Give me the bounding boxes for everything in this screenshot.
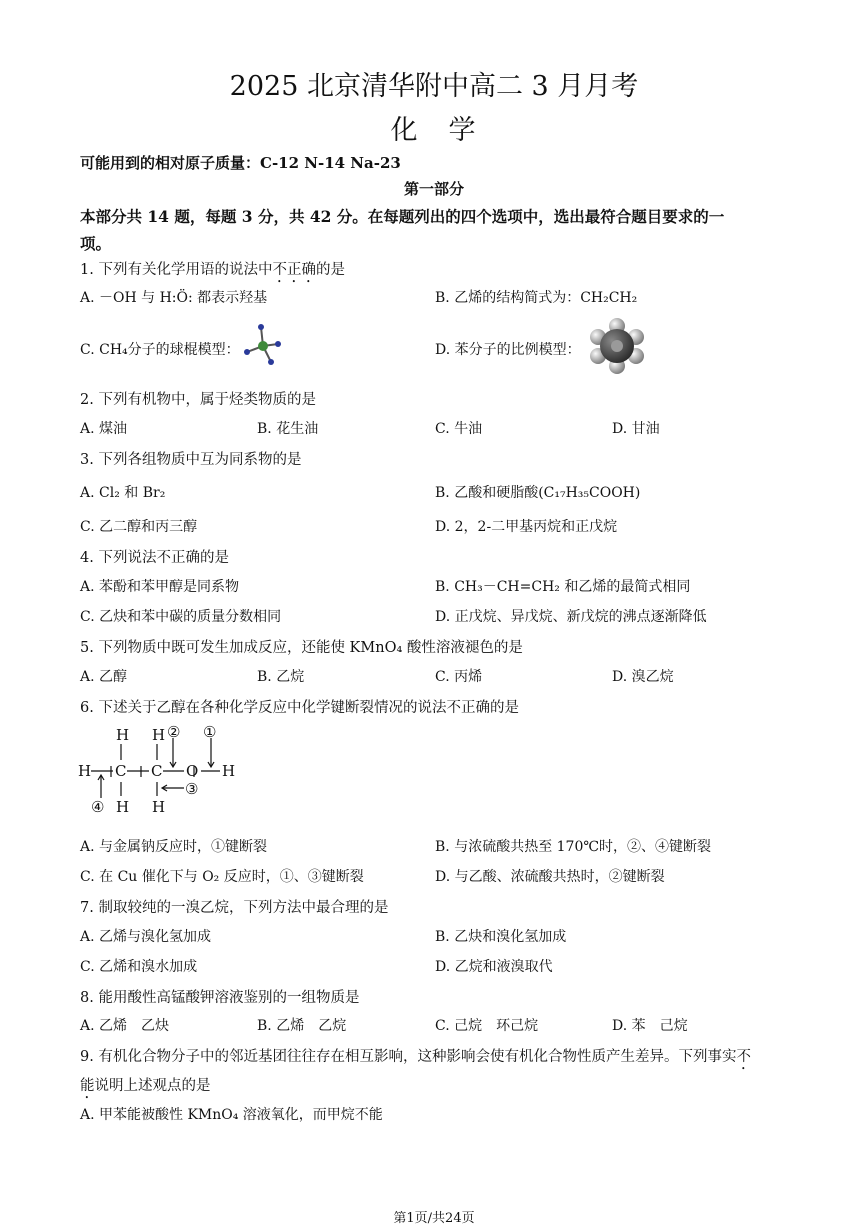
question-4-stem: 4. 下列说法不正确的是 [80, 550, 229, 566]
question-7-stem: 7. 制取较纯的一溴乙烷，下列方法中最合理的是 [80, 900, 389, 916]
question-6-option-d: D. 与乙酸、浓硫酸共热时，②键断裂 [435, 869, 665, 885]
question-7-option-a: A. 乙烯与溴化氢加成 [80, 929, 212, 945]
question-3-option-a: A. Cl₂ 和 Br₂ [80, 485, 166, 501]
section-title: 第一部分 [403, 180, 464, 198]
question-5-option-c: C. 丙烯 [435, 669, 483, 685]
atom-h: H [152, 798, 166, 816]
section-instructions-1: 本部分共 14 题，每题 3 分，共 42 分。在每题列出的四个选项中，选出最符合题目要求的一 [80, 207, 725, 226]
question-9-stem-line1: 9. 有机化合物分子中的邻近基团往往存在相互影响，这种影响会使有机化合物性质产生差异。下列事实不 [80, 1049, 751, 1065]
question-8-option-a: A. 乙烯 乙炔 [80, 1018, 170, 1034]
question-1-stem: 1. 下列有关化学用语的说法中不正确的是 [80, 262, 345, 278]
atomic-mass-note: 可能用到的相对原子质量：C-12 N-14 Na-23 [80, 154, 401, 172]
question-3-option-b: B. 乙酸和硬脂酸(C₁₇H₃₅COOH) [435, 485, 641, 501]
page-number: 第1页/共24页 [393, 1211, 475, 1226]
exam-title: 2025 北京清华附中高二 3 月月考 [229, 71, 639, 102]
atom-o: O [186, 762, 199, 780]
atom-h: H [78, 762, 92, 780]
question-9-option-a: A. 甲苯能被酸性 KMnO₄ 溶液氧化，而甲烷不能 [80, 1107, 383, 1123]
atom-c: C [151, 762, 163, 780]
section-instructions-2: 项。 [80, 234, 112, 253]
emphasis-text: 不正确 [272, 262, 316, 278]
emphasis-text: 能 [80, 1078, 95, 1094]
question-4-option-b: B. CH₃－CH=CH₂ 和乙烯的最简式相同 [435, 579, 691, 595]
question-9-stem-line2: 能说明上述观点的是 [80, 1078, 211, 1094]
question-8-stem: 8. 能用酸性高锰酸钾溶液鉴别的一组物质是 [80, 990, 360, 1006]
question-1-option-d: D. 苯分子的比例模型： [435, 342, 581, 358]
question-8-option-c: C. 己烷 环己烷 [435, 1018, 539, 1034]
question-4-option-c: C. 乙炔和苯中碳的质量分数相同 [80, 609, 282, 625]
bond-lines [75, 722, 255, 822]
question-2-option-b: B. 花生油 [257, 421, 319, 437]
atom-h: H [116, 726, 130, 744]
question-8-option-d: D. 苯 己烷 [612, 1018, 688, 1034]
atom-h: H [152, 726, 166, 744]
question-7-option-b: B. 乙炔和溴化氢加成 [435, 929, 567, 945]
atom-h: H [222, 762, 236, 780]
ethanol-structure-diagram [75, 722, 255, 822]
question-6-option-c: C. 在 Cu 催化下与 O₂ 反应时，①、③键断裂 [80, 869, 364, 885]
question-2-option-c: C. 牛油 [435, 421, 483, 437]
benzene-space-filling-model [588, 318, 646, 374]
question-2-option-d: D. 甘油 [612, 421, 660, 437]
methane-ball-stick-model [238, 322, 288, 370]
question-5-option-b: B. 乙烷 [257, 669, 305, 685]
question-5-option-a: A. 乙醇 [80, 669, 128, 685]
question-7-option-d: D. 乙烷和液溴取代 [435, 959, 553, 975]
question-1-option-b: B. 乙烯的结构简式为：CH₂CH₂ [435, 290, 638, 306]
exam-subject: 化 学 [390, 115, 478, 146]
question-1-option-a: A. －OH 与 H:Ö: 都表示羟基 [80, 290, 268, 306]
emphasis-text: 不 [736, 1049, 751, 1065]
bond-number-2: ② [167, 723, 181, 741]
question-1-option-c: C. CH₄分子的球棍模型： [80, 342, 240, 358]
question-8-option-b: B. 乙烯 乙烷 [257, 1018, 347, 1034]
question-3-option-c: C. 乙二醇和丙三醇 [80, 519, 198, 535]
question-5-option-d: D. 溴乙烷 [612, 669, 674, 685]
question-5-stem: 5. 下列物质中既可发生加成反应，还能使 KMnO₄ 酸性溶液褪色的是 [80, 640, 523, 656]
question-2-option-a: A. 煤油 [80, 421, 128, 437]
question-7-option-c: C. 乙烯和溴水加成 [80, 959, 198, 975]
question-6-option-a: A. 与金属钠反应时，①键断裂 [80, 839, 268, 855]
question-2-stem: 2. 下列有机物中，属于烃类物质的是 [80, 392, 316, 408]
question-3-option-d: D. 2，2-二甲基丙烷和正戊烷 [435, 519, 618, 535]
question-6-stem: 6. 下述关于乙醇在各种化学反应中化学键断裂情况的说法不正确的是 [80, 700, 519, 716]
question-6-option-b: B. 与浓硫酸共热至 170℃时，②、④键断裂 [435, 839, 712, 855]
bond-number-3: ③ [185, 780, 199, 798]
atom-h: H [116, 798, 130, 816]
atom-c: C [115, 762, 127, 780]
question-4-option-d: D. 正戊烷、异戊烷、新戊烷的沸点逐渐降低 [435, 609, 707, 625]
bond-number-4: ④ [91, 798, 105, 816]
question-3-stem: 3. 下列各组物质中互为同系物的是 [80, 452, 302, 468]
question-4-option-a: A. 苯酚和苯甲醇是同系物 [80, 579, 240, 595]
bond-number-1: ① [203, 723, 217, 741]
